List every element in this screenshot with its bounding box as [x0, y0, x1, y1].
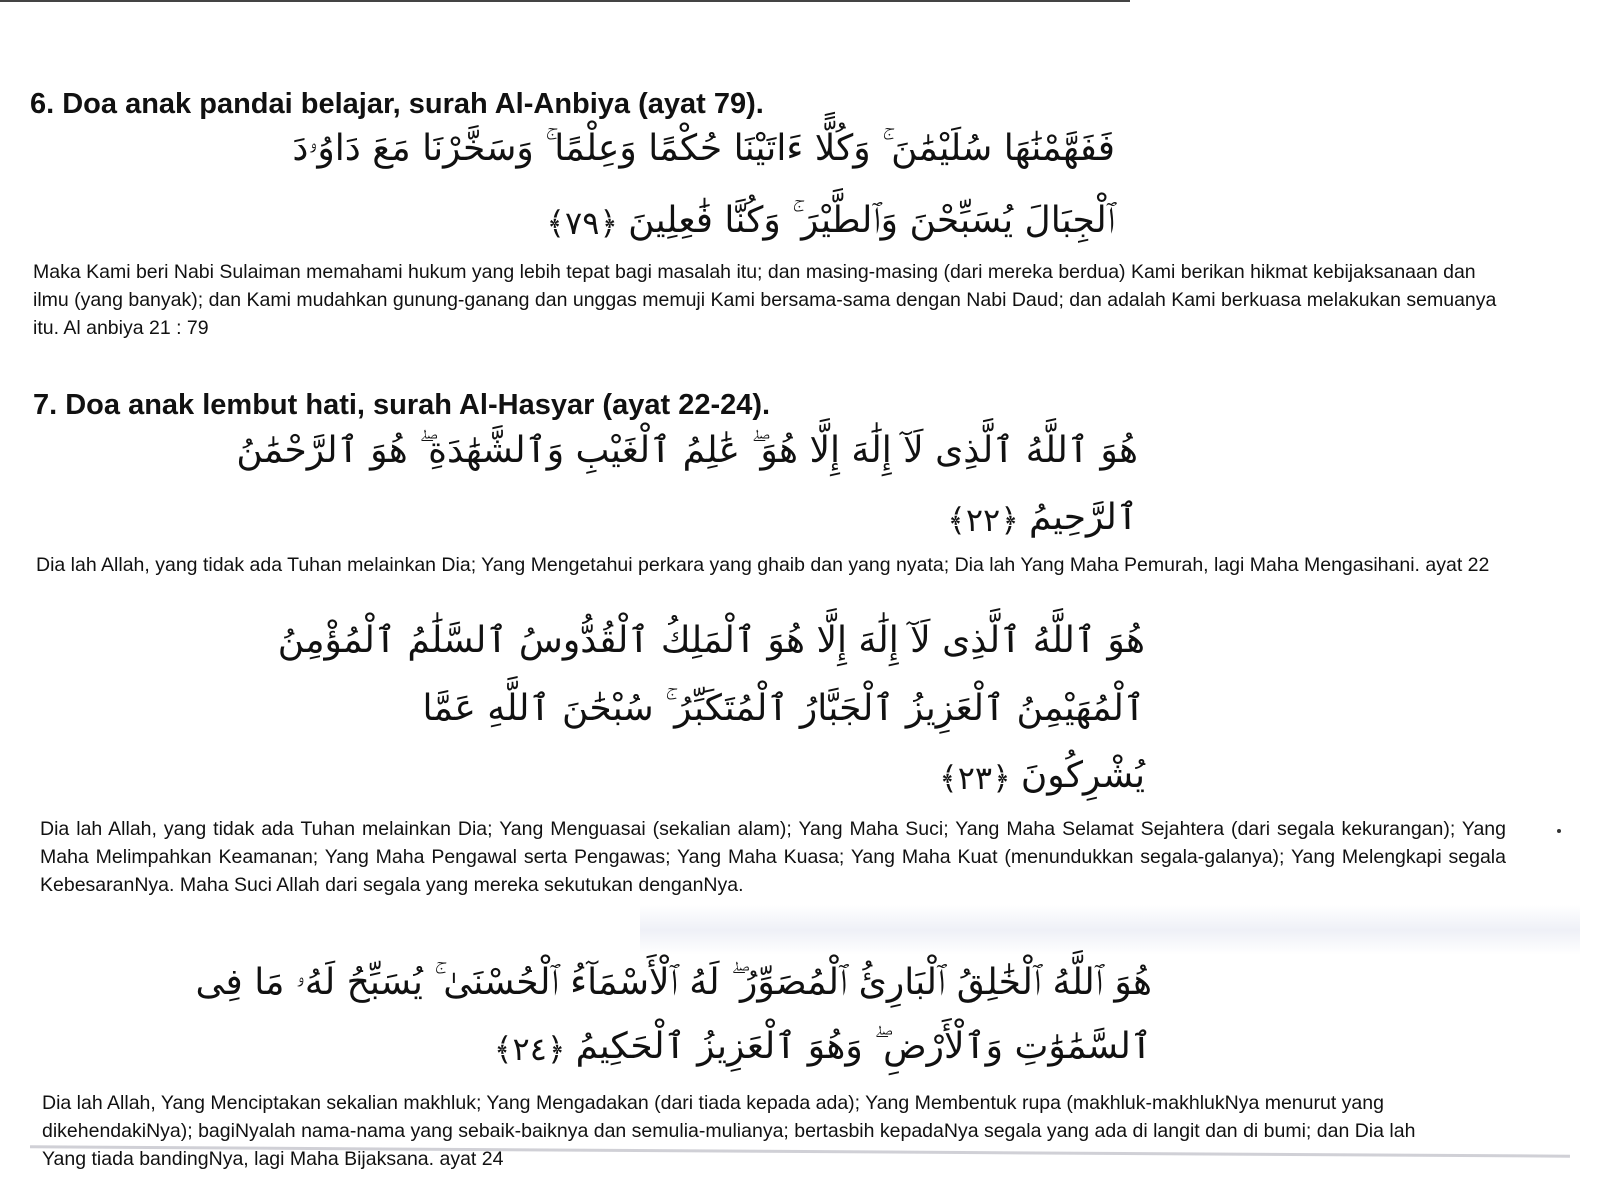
arabic-text: ٱلرَّحِيمُ: [1028, 497, 1138, 538]
arabic-line: [494, 1026, 1152, 1068]
page-top-edge: [0, 0, 1130, 2]
ayah-number: ٢٤: [512, 1030, 547, 1068]
section-7-heading: 7. Doa anak lembut hati, surah Al-Hasyar (ayat 22-24).: [33, 389, 771, 421]
arabic-line: هُوَ ٱللَّهُ ٱلَّذِى لَآ إِلَٰهَ إِلَّا هُوَ ٱلْمَلِكُ ٱلْقُدُّوسُ ٱلسَّلَٰمُ ٱلْمُؤْمِنُ: [277, 620, 1145, 661]
translation-paragraph: Maka Kami beri Nabi Sulaiman memahami hukum yang lebih tepat bagi masalah itu; dan masing-masing (dari mereka berdua) Kami berikan hikmat kebijaksanaan dan ilmu (yang banyak); dan Kami mudahkan gunung-ganang dan unggas memuji Kami bersama-sama dengan Nabi Daud; dan adalah Kami berkuasa melakukan semuanya itu. Al anbiya 21 : 79: [33, 261, 1497, 339]
arabic-text: ٱلْجِبَالَ يُسَبِّحْنَ وَٱلطَّيْرَ ۚ وَكُنَّا فَٰعِلِينَ: [628, 200, 1115, 241]
arabic-line: هُوَ ٱللَّهُ ٱلْخَٰلِقُ ٱلْبَارِئُ ٱلْمُصَوِّرُ ۖ لَهُ ٱلْأَسْمَآءُ ٱلْحُسْنَىٰ ۚ يُسَبِّحُ لَهُۥ مَا فِى: [195, 962, 1152, 1003]
paper-fold-shading: [640, 905, 1580, 955]
ayah-number: ٢٢: [965, 501, 1001, 539]
ayah-number-marker: ﴿٢٤﴾: [493, 1030, 566, 1068]
ayah-number-marker: ﴿٢٣﴾: [938, 759, 1011, 797]
ayah-number-marker: ﴿٢٢﴾: [947, 501, 1019, 539]
arabic-line: [546, 200, 1115, 242]
arabic-line: [939, 755, 1145, 797]
arabic-text: يُشْرِكُونَ: [1020, 755, 1145, 796]
ayah-number: ٢٣: [957, 759, 993, 797]
arabic-text: ٱلسَّمَٰوَٰتِ وَٱلْأَرْضِ ۖ وَهُوَ ٱلْعَزِيزُ ٱلْحَكِيمُ: [575, 1026, 1152, 1067]
section-6-heading: 6. Doa anak pandai belajar, surah Al-Anbiya (ayat 79).: [30, 88, 764, 120]
arabic-line: [947, 497, 1138, 539]
arabic-line: هُوَ ٱللَّهُ ٱلَّذِى لَآ إِلَٰهَ إِلَّا هُوَ ۖ عَٰلِمُ ٱلْغَيْبِ وَٱلشَّهَٰدَةِ ۖ هُوَ ٱلرَّحْمَٰنُ: [236, 430, 1138, 471]
ayah-number: ٧٩: [565, 204, 600, 242]
translation-paragraph: Dia lah Allah, yang tidak ada Tuhan melainkan Dia; Yang Menguasai (sekalian alam); Yang Maha Suci; Yang Maha Selamat Sejahtera (dari segala kekurangan); Yang Maha Melimpahkan Keamanan; Yang Maha Pengawal serta Pengawas; Yang Maha Kuasa; Yang Maha Kuat (menundukkan segala-galanya); Yang Melengkapi segala KebesaranNya. Maha Suci Allah dari segala yang mereka sekutukan denganNya.: [40, 818, 1506, 896]
translation-paragraph: Dia lah Allah, yang tidak ada Tuhan melainkan Dia; Yang Mengetahui perkara yang ghaib dan yang nyata; Dia lah Yang Maha Pemurah, lagi Maha Mengasihani. ayat 22: [36, 554, 1490, 576]
arabic-line: فَفَهَّمْنَٰهَا سُلَيْمَٰنَ ۚ وَكُلًّا ءَاتَيْنَا حُكْمًا وَعِلْمًا ۚ وَسَخَّرْنَا مَعَ دَاوُۥدَ: [292, 128, 1115, 169]
ayah-number-marker: ﴿٧٩﴾: [546, 204, 619, 242]
stray-mark: [1557, 829, 1561, 833]
arabic-line: ٱلْمُهَيْمِنُ ٱلْعَزِيزُ ٱلْجَبَّارُ ٱلْمُتَكَبِّرُ ۚ سُبْحَٰنَ ٱللَّهِ عَمَّا: [422, 688, 1145, 729]
translation-paragraph: Dia lah Allah, Yang Menciptakan sekalian makhluk; Yang Mengadakan (dari tiada kepada ada); Yang Membentuk rupa (makhluk-makhlukNya menurut yang dikehendakiNya); bagiNyalah nama-nama yang sebaik-baiknya dan semulia-mulianya; bertasbih kepadaNya segala yang ada di langit dan di bumi; dan Dia lah Yang tiada bandingNya, lagi Maha Bijaksana. ayat 24: [42, 1092, 1416, 1170]
